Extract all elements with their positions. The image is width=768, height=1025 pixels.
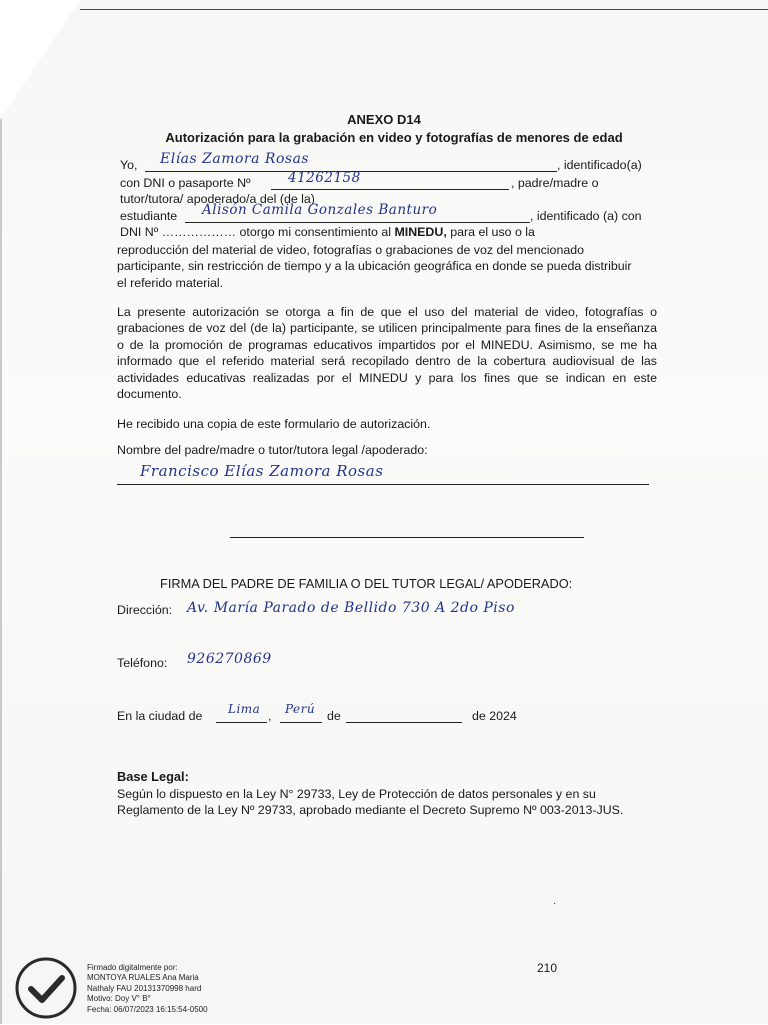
stamp-line: MONTOYA RUALES Ana Maria (87, 973, 199, 983)
signature-line (230, 537, 584, 538)
checkmark-seal-icon (14, 956, 78, 1025)
paragraph-2: La presente autorización se otorga a fin de que el uso del material de video, fotografías o grabaciones de voz del (de la) participante, se utilicen principalmente para fines de la enseñanza o de la promoción de programas educativos impartidos por el MINEDU. Asimismo, se me ha informado que el referido material será recopilado dentro de la cobertura audiovisual de las actividades educativas realizadas por el MINEDU y para los fines que se indican en este documento. (117, 305, 657, 402)
city-underline (216, 722, 267, 723)
dni-underline (271, 189, 509, 190)
document-title: ANEXO D14 (347, 112, 421, 127)
copy-note: He recibido una copia de este formulario de autorización. (117, 417, 431, 431)
folded-corner (0, 0, 80, 120)
signature-caption: FIRMA DEL PADRE DE FAMILIA O DEL TUTOR LEGAL/ APODERADO: (160, 576, 573, 591)
handwritten-city: Lima (228, 702, 261, 716)
paragraph-1: reproducción del material de video, fotografías o grabaciones de voz del mencionado participante, sin restricción de tiempo y a la ubicación geográfica en donde se pueda distribuir el referido material. (117, 243, 632, 290)
handwritten-dni: 41262158 (288, 170, 361, 186)
page-number: 210 (537, 961, 558, 975)
city-pre-label: En la ciudad de (117, 709, 203, 723)
stray-mark: · (553, 898, 557, 909)
dni2-line (120, 224, 535, 240)
country-underline (280, 722, 322, 723)
dni2-line-pre: DNI Nº ……………… otorgo mi consentimiento al (120, 225, 395, 239)
stamp-line: Firmado digitalmente por: (87, 963, 178, 972)
page-edge (0, 0, 2, 1024)
padre-label: , padre/madre o (511, 176, 599, 190)
city-comma: , (268, 709, 272, 723)
handwritten-address: Av. María Parado de Bellido 730 A 2do Piso (187, 600, 515, 616)
handwritten-country: Perú (285, 702, 316, 716)
stamp-line: Nathaly FAU 20131370998 hard (87, 983, 202, 993)
guardian-label: Nombre del padre/madre o tutor/tutora legal /apoderado: (117, 443, 428, 457)
handwritten-guardian: Francisco Elías Zamora Rosas (140, 462, 384, 480)
tutor-line: tutor/tutora/ apoderado/a del (de la) (120, 192, 315, 206)
handwritten-name: Elías Zamora Rosas (160, 151, 310, 167)
minedu-bold: MINEDU, (394, 225, 447, 239)
year-label: de 2024 (472, 709, 517, 723)
de-label: de (327, 709, 341, 723)
phone-label: Teléfono: (117, 656, 168, 670)
yo-label: Yo, (120, 158, 138, 172)
handwritten-phone: 926270869 (187, 651, 272, 667)
document-subtitle: Autorización para la grabación en video y fotografías de menores de edad (165, 130, 623, 145)
digital-signature-stamp (87, 963, 208, 1015)
stamp-line: Fecha: 06/07/2023 16:15:54-0500 (87, 1004, 208, 1014)
month-underline (346, 722, 462, 723)
legal-heading: Base Legal: (117, 769, 189, 784)
handwritten-student: Alisón Camila Gonzales Banturo (202, 202, 438, 218)
dni-label: con DNI o pasaporte Nº (120, 176, 251, 190)
estudiante-label: estudiante (120, 209, 178, 223)
identificado2-label: , identificado (a) con (530, 209, 642, 223)
stamp-line: Motivo: Doy V° B° (87, 994, 151, 1004)
guardian-underline (117, 484, 649, 485)
address-label: Dirección: (117, 603, 173, 617)
estudiante-underline (185, 222, 530, 223)
top-border-line (80, 9, 768, 10)
identificado-label: , identificado(a) (557, 158, 642, 172)
legal-text: Según lo dispuesto en la Ley N° 29733, Ley de Protección de datos personales y en su Reglamento de la Ley Nº 29733, aprobado mediante el Decreto Supremo Nº 003-2013-JUS. (117, 787, 624, 818)
dni2-line-post: para el uso o la (446, 225, 535, 239)
